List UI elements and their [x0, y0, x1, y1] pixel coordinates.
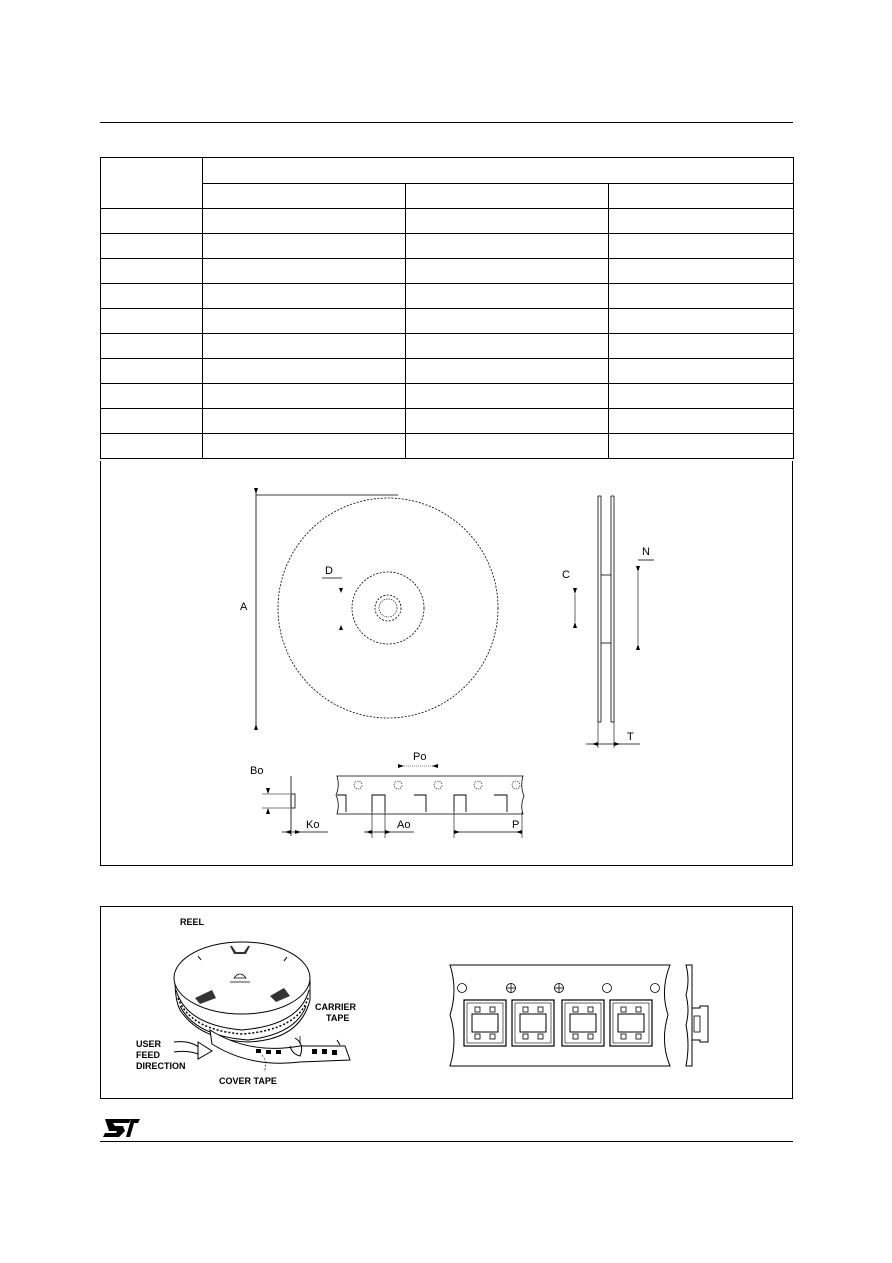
user-feed-arrow-icon [174, 1042, 212, 1059]
user-feed-label-line1: USER [136, 1039, 162, 1049]
st-logo [101, 1117, 141, 1139]
dim-c-label: C [562, 569, 570, 581]
dim-ko-label: Ko [306, 819, 320, 831]
dim-d-label: D [325, 565, 333, 577]
user-feed-label-line2: FEED [136, 1050, 161, 1060]
dim-n-label: N [642, 546, 650, 558]
carrier-tape-label-line1: CARRIER [315, 1002, 357, 1012]
dim-a-label: A [240, 601, 248, 613]
reel-label: REEL [180, 917, 205, 927]
footer-rule [100, 1141, 793, 1142]
carrier-tape-side-view [686, 965, 708, 1066]
user-feed-label-line3: DIRECTION [136, 1061, 186, 1071]
dim-t-label: T [627, 731, 634, 743]
dim-bo-label: Bo [250, 765, 264, 777]
carrier-tape-top-view [450, 965, 670, 1066]
carrier-tape-label-line2: TAPE [326, 1013, 350, 1023]
dim-p-label: P [512, 819, 520, 831]
cover-tape-label: COVER TAPE [219, 1076, 277, 1086]
dim-ao-label: Ao [397, 819, 411, 831]
reel-illustration [174, 942, 310, 1042]
dim-po-label: Po [413, 751, 427, 763]
